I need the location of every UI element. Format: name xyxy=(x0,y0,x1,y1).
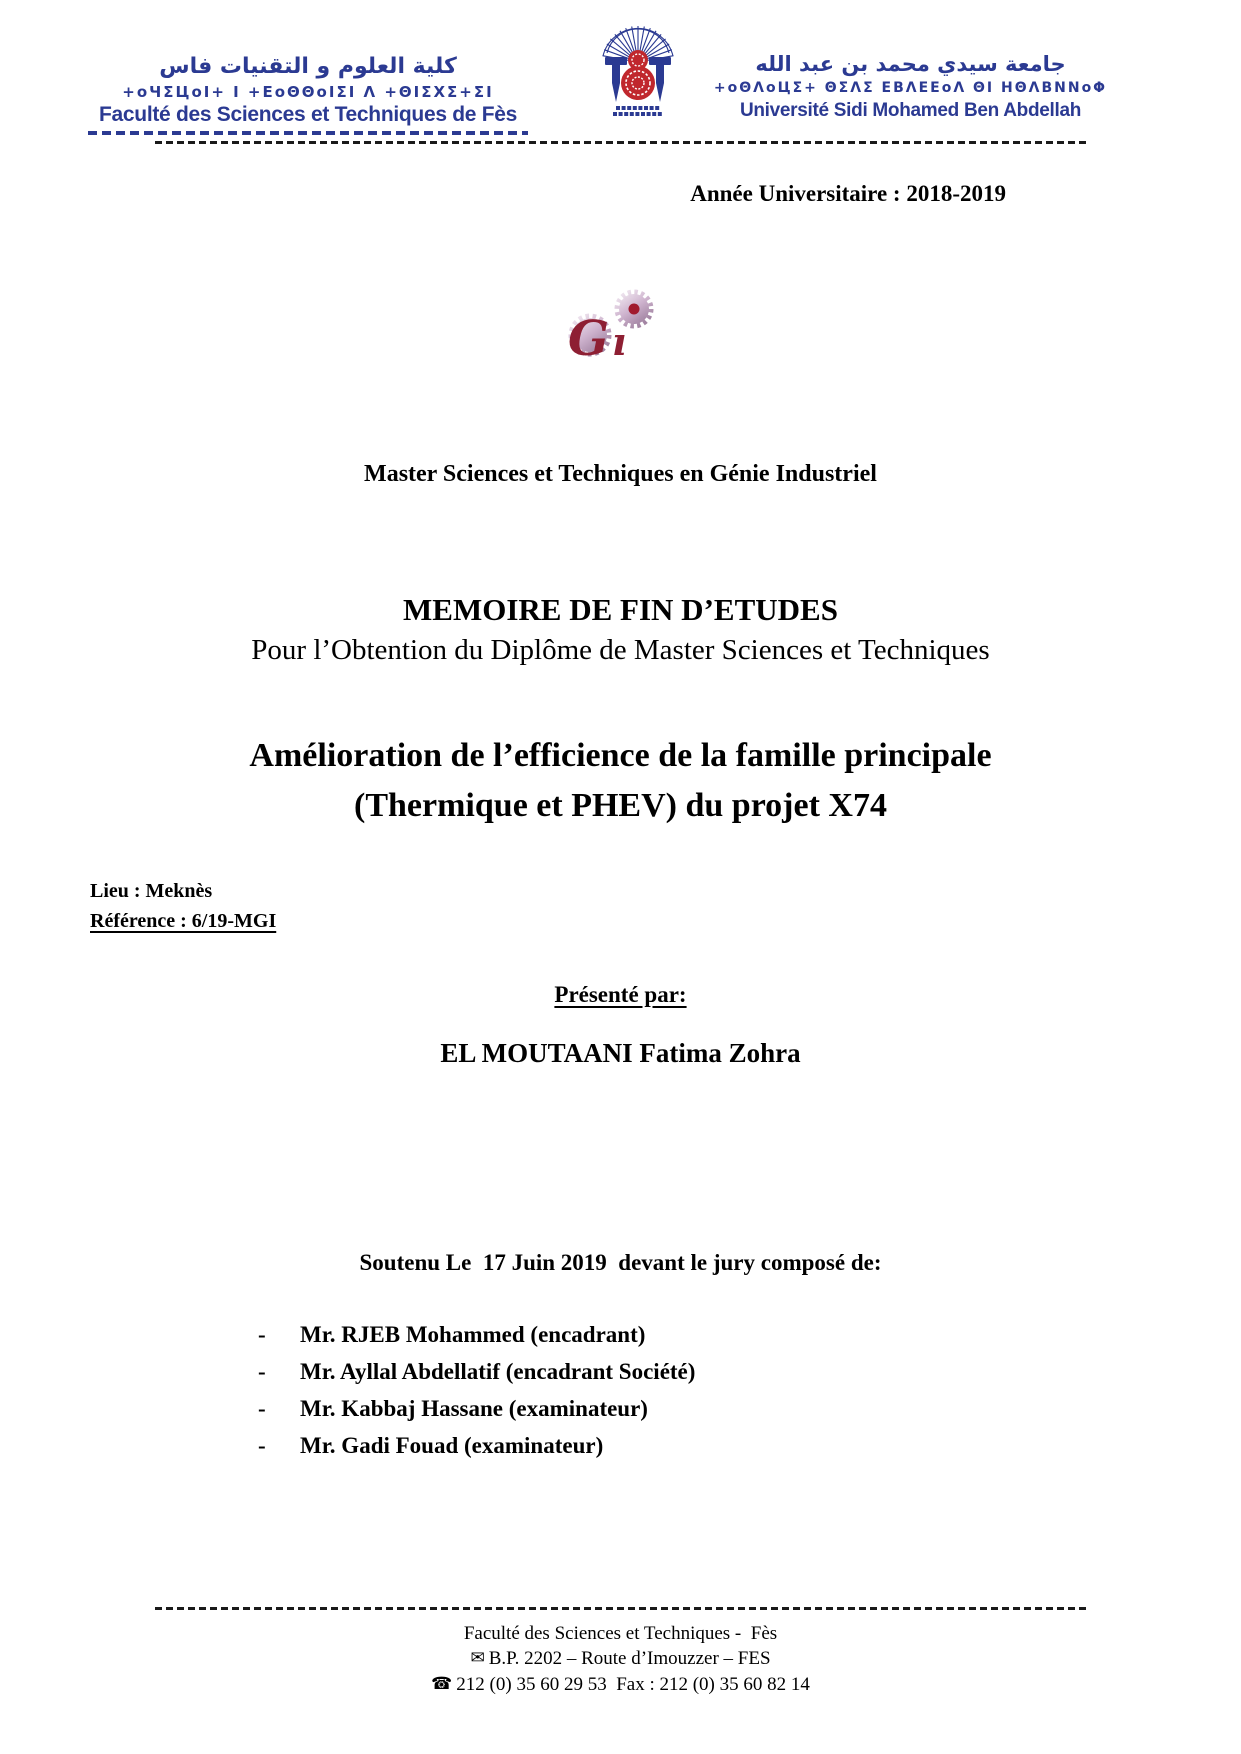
university-name-tifinagh: +oΘΛoЦΣ+ ΘΣΛΣ ΕΒΛΕΕoΛ ΘΙ ΗΘΛΒΝΝoΦ xyxy=(713,80,1108,96)
jury-member xyxy=(258,1353,695,1390)
jury-member-name: Mr. Kabbaj Hassane (examinateur) xyxy=(300,1396,648,1421)
memoire-heading xyxy=(0,590,1241,670)
list-dash: - xyxy=(258,1359,266,1384)
defense-heading: Soutenu Le 17 Juin 2019 devant le jury composé de: xyxy=(359,1250,882,1275)
reference-line: Référence : 6/19-MGI xyxy=(90,910,277,932)
mail-icon: ✉ xyxy=(470,1648,485,1668)
genie-industriel-logo-icon xyxy=(560,281,668,367)
jury-member xyxy=(258,1427,695,1464)
faculty-logo-underline xyxy=(88,131,528,135)
faculty-name-french: Faculté des Sciences et Techniques de Fès xyxy=(99,103,517,126)
list-dash: - xyxy=(258,1322,266,1347)
jury-member xyxy=(258,1316,695,1353)
university-name-block xyxy=(688,50,1133,124)
program-name: Master Sciences et Techniques en Génie Industriel xyxy=(364,461,877,487)
location-line: Lieu : Meknès xyxy=(90,880,213,902)
footer-faculty-line: Faculté des Sciences et Techniques - Fès xyxy=(463,1623,778,1644)
memoire-subtitle: Pour l’Obtention du Diplôme de Master Sciences et Techniques xyxy=(251,634,990,666)
jury-member-name: Mr. RJEB Mohammed (encadrant) xyxy=(300,1322,646,1347)
footer-address-line xyxy=(0,1646,1241,1672)
thesis-title xyxy=(0,731,1241,831)
memoire-title: MEMOIRE DE FIN D’ETUDES xyxy=(403,592,838,627)
jury-member-name: Mr. Gadi Fouad (examinateur) xyxy=(300,1433,604,1458)
footer-dashed-separator xyxy=(155,1607,1090,1610)
footer-contact-block xyxy=(0,1621,1241,1698)
faculty-logo-block xyxy=(88,52,528,135)
phone-icon: ☎ xyxy=(431,1674,453,1694)
jury-list xyxy=(258,1316,695,1464)
jury-member-name: Mr. Ayllal Abdellatif (encadrant Société) xyxy=(300,1359,696,1384)
thesis-title-line2: (Thermique et PHEV) du projet X74 xyxy=(354,787,887,824)
presented-by-label xyxy=(0,982,1241,1008)
academic-year: Année Universitaire : 2018-2019 xyxy=(690,181,1006,206)
header-dashed-separator xyxy=(155,141,1090,144)
footer-phone-text: 212 (0) 35 60 29 53 Fax : 212 (0) 35 60 82 14 xyxy=(456,1674,810,1695)
list-dash: - xyxy=(258,1433,266,1458)
thesis-title-line1: Amélioration de l’efficience de la famille principale xyxy=(249,737,992,774)
presented-by-text: Présenté par: xyxy=(554,982,687,1007)
author-name: EL MOUTAANI Fatima Zohra xyxy=(440,1038,801,1068)
footer-address-text: B.P. 2202 – Route d’Imouzzer – FES xyxy=(488,1648,771,1669)
svg-text:G: G xyxy=(568,311,609,367)
jury-member xyxy=(258,1390,695,1427)
list-dash: - xyxy=(258,1396,266,1421)
footer-phone-line xyxy=(0,1672,1241,1698)
faculty-name-tifinagh: +oЧΣЦoI+ I +ΕoΘΘoIΣI Λ +ΘIΣΧΣ+ΣI xyxy=(122,83,494,101)
university-name-arabic: جامعة سيدي محمد بن عبد الله xyxy=(755,52,1066,76)
university-name-french: Université Sidi Mohamed Ben Abdellah xyxy=(739,100,1082,121)
faculty-name-arabic: كلية العلوم و التقنيات فاس xyxy=(159,54,457,79)
university-emblem-icon xyxy=(588,20,688,142)
svg-text:ı: ı xyxy=(612,319,627,364)
location-reference-block xyxy=(90,876,276,936)
